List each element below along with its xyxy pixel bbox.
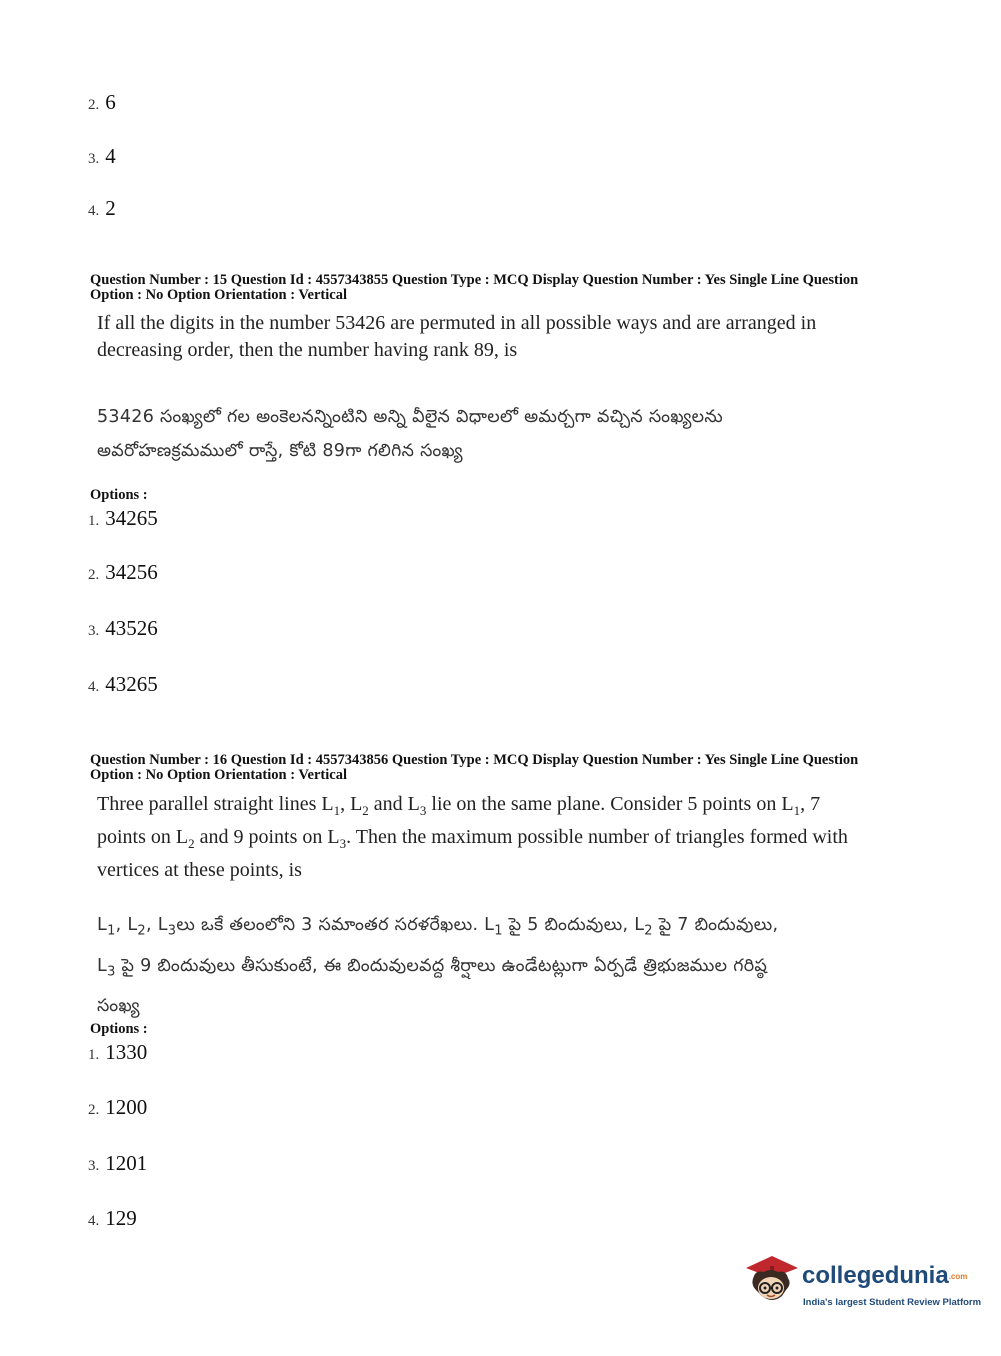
option-number: 3. bbox=[88, 623, 100, 639]
option-prev-4 bbox=[88, 196, 116, 221]
q15-options-label: Options : bbox=[90, 487, 148, 503]
option-value: 34256 bbox=[105, 560, 158, 584]
q15-option-3 bbox=[88, 616, 158, 641]
option-prev-2 bbox=[88, 90, 116, 115]
q15-telugu-line2: అవరోహణక్రమములో రాస్తే, కోటి 89గా గలిగిన సంఖ్య bbox=[97, 441, 463, 461]
q16-telugu-line2: $L_3$ పై 9 బిందువులు తీసుకుంటే, ఈ బిందువులవద్ద శీర్షాలు ఉండేటట్లుగా ఏర్పడే త్రిభుజముల గరిష్ఠ bbox=[97, 955, 768, 979]
option-number: 1. bbox=[88, 1047, 100, 1063]
option-number: 2. bbox=[88, 97, 100, 113]
collegedunia-logo: collegedunia.com bbox=[802, 1262, 968, 1289]
option-prev-3 bbox=[88, 144, 116, 169]
option-value: 43265 bbox=[105, 672, 158, 696]
q15-option-4 bbox=[88, 672, 158, 697]
q15-question-text: If all the digits in the number 53426 are permuted in all possible ways and are arranged in decreasing order, then the number having rank 89, is bbox=[97, 312, 817, 361]
collegedunia-mascot-icon bbox=[742, 1250, 802, 1310]
option-value: 1330 bbox=[105, 1040, 148, 1064]
option-value: 6 bbox=[105, 90, 116, 114]
option-number: 2. bbox=[88, 1102, 100, 1118]
option-number: 1. bbox=[88, 513, 100, 529]
q15-telugu-text bbox=[97, 400, 877, 468]
q15-option-2 bbox=[88, 560, 158, 585]
q15-meta-line1: Question Number : 15 Question Id : 4557343855 Question Type : MCQ Display Question Number : Yes Single Line Question bbox=[90, 272, 859, 288]
q15-telugu-line1: 53426 సంఖ్యలో గల అంకెలనన్నింటిని అన్ని వీలైన విధాలలో అమర్చగా వచ్చిన సంఖ్యలను bbox=[97, 407, 723, 427]
q15-meta bbox=[90, 273, 890, 303]
q16-telugu-line1: $L_1$, $L_2$, $L_3లు$ ఒకే తలంలోని 3 సమాంతర సరళరేఖలు. $L_1$ పై 5 బిందువులు, $L_2$ పై 7 బిందువులు, bbox=[97, 915, 779, 939]
q16-meta bbox=[90, 753, 890, 783]
option-number: 4. bbox=[88, 203, 100, 219]
q16-meta-line1: Question Number : 16 Question Id : 4557343856 Question Type : MCQ Display Question Number : Yes Single Line Question bbox=[90, 752, 859, 768]
q16-options-label: Options : bbox=[90, 1021, 148, 1037]
q16-telugu-text bbox=[97, 908, 877, 1023]
option-value: 1200 bbox=[105, 1095, 148, 1119]
option-value: 43526 bbox=[105, 616, 158, 640]
option-number: 3. bbox=[88, 151, 100, 167]
option-number: 3. bbox=[88, 1158, 100, 1174]
option-value: 4 bbox=[105, 144, 116, 168]
q16-telugu-line3: సంఖ్య bbox=[97, 996, 140, 1016]
option-value: 34265 bbox=[105, 506, 158, 530]
q16-option-4 bbox=[88, 1206, 137, 1231]
q16-option-1 bbox=[88, 1040, 147, 1065]
q16-question-text: Three parallel straight lines $L_1$, $L_2$ and $L_3$ lie on the same plane. Consider 5 points on $L_1$, 7 points on $L_2$ and 9 points on $L_3$. Then the maximum possible number of triangles formed with vertices at these points, is bbox=[97, 793, 848, 881]
option-number: 4. bbox=[88, 1213, 100, 1229]
q16-meta-line2: Option : No Option Orientation : Vertical bbox=[90, 767, 347, 783]
option-value: 1201 bbox=[105, 1151, 148, 1175]
logo-tagline: India's largest Student Review Platform bbox=[803, 1297, 982, 1308]
q16-option-2 bbox=[88, 1095, 147, 1120]
q16-option-3 bbox=[88, 1151, 147, 1176]
option-value: 129 bbox=[105, 1206, 137, 1230]
option-number: 4. bbox=[88, 679, 100, 695]
option-number: 2. bbox=[88, 567, 100, 583]
q15-meta-line2: Option : No Option Orientation : Vertical bbox=[90, 287, 347, 303]
option-value: 2 bbox=[105, 196, 116, 220]
q15-option-1 bbox=[88, 506, 158, 531]
